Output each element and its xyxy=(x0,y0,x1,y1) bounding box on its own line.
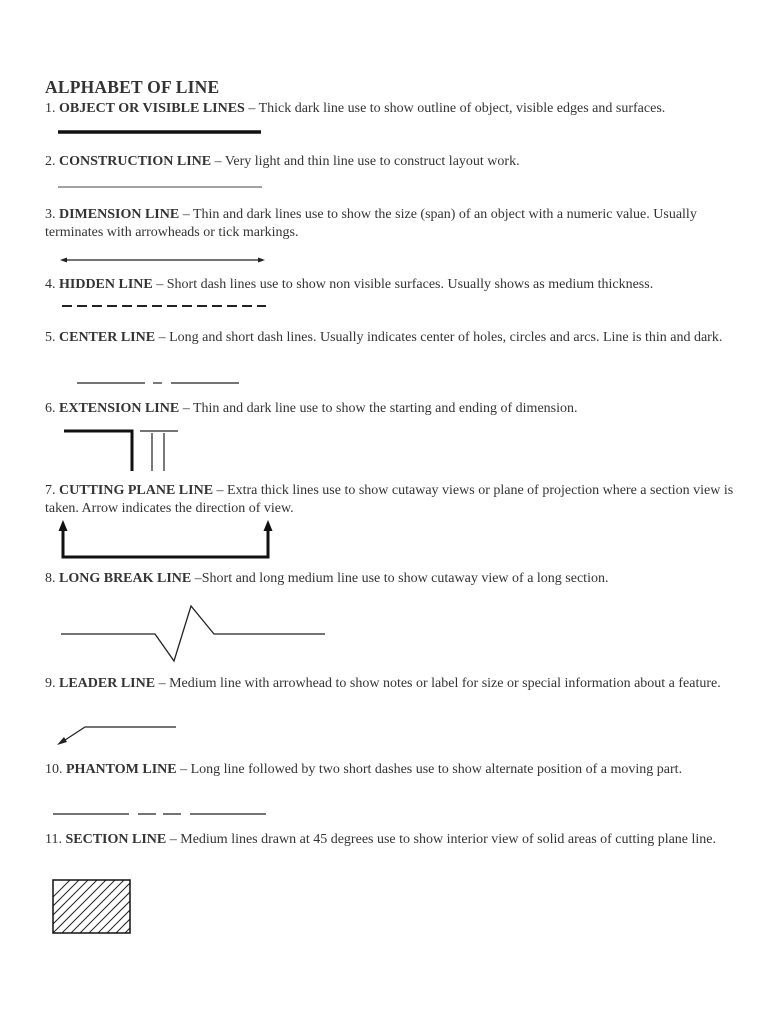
item-description: – Long and short dash lines. Usually indicates center of holes, circles and arcs. Line is thin and dark. xyxy=(155,330,723,345)
item-number: 3. xyxy=(45,207,56,222)
item-term: LEADER LINE xyxy=(59,676,156,691)
item-number: 11. xyxy=(45,832,62,847)
item-description: –Short and long medium line use to show cutaway view of a long section. xyxy=(191,571,609,586)
item-number: 9. xyxy=(45,676,56,691)
item-description: – Extra thick lines use to show cutaway views or plane of projection where a section view is taken. Arrow indicates the direction of view. xyxy=(45,483,734,516)
item-number: 6. xyxy=(45,401,56,416)
item-number: 2. xyxy=(45,154,56,169)
item-term: CONSTRUCTION LINE xyxy=(59,154,212,169)
item-description: – Very light and thin line use to construct layout work. xyxy=(211,154,520,169)
item-description: – Thin and dark line use to show the starting and ending of dimension. xyxy=(179,401,578,416)
item-number: 8. xyxy=(45,571,56,586)
item-number: 1. xyxy=(45,101,56,116)
item-description: – Short dash lines use to show non visible surfaces. Usually shows as medium thickness. xyxy=(152,277,654,292)
item-description: – Medium line with arrowhead to show notes or label for size or special information about a feature. xyxy=(155,676,721,691)
item-term: CENTER LINE xyxy=(59,330,156,345)
item-term: LONG BREAK LINE xyxy=(59,571,192,586)
item-term: CUTTING PLANE LINE xyxy=(59,483,214,498)
item-term: SECTION LINE xyxy=(65,832,167,847)
item-description: – Thin and dark lines use to show the size (span) of an object with a numeric value. Usually terminates with arrowheads or tick markings. xyxy=(45,207,697,240)
item-description: – Thick dark line use to show outline of object, visible edges and surfaces. xyxy=(244,101,666,116)
item-term: EXTENSION LINE xyxy=(59,401,180,416)
item-number: 7. xyxy=(45,483,56,498)
item-number: 10. xyxy=(45,762,63,777)
item-term: DIMENSION LINE xyxy=(59,207,180,222)
item-term: PHANTOM LINE xyxy=(66,762,177,777)
item-number: 4. xyxy=(45,277,56,292)
document-title: ALPHABET OF LINE xyxy=(45,77,220,97)
item-description: – Medium lines drawn at 45 degrees use to show interior view of solid areas of cutting plane line. xyxy=(166,832,717,847)
item-term: HIDDEN LINE xyxy=(59,277,153,292)
item-term: OBJECT OR VISIBLE LINES xyxy=(59,101,245,116)
item-number: 5. xyxy=(45,330,56,345)
item-description: – Long line followed by two short dashes use to show alternate position of a moving part. xyxy=(176,762,683,777)
